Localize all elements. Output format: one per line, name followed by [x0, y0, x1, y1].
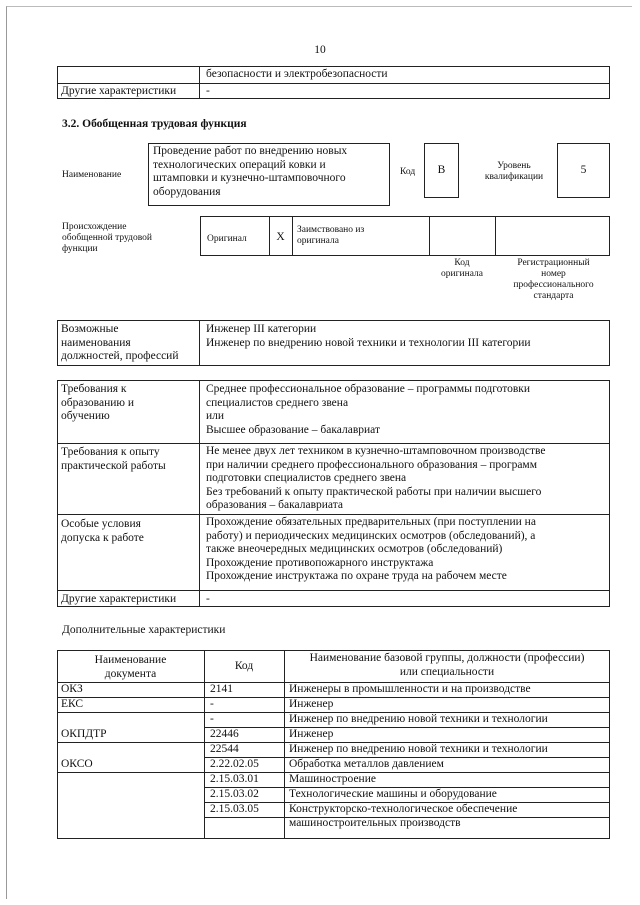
table-row-doc: ЕКС: [61, 698, 84, 710]
req-admission-value: Прохождение обязательных предварительных (при поступлении на работу) и периодических медицинских осмотров (обследований), а также внеочередных медицинских осмотров (обследований) Прохождение противопожарного инструктажа Прохождение инструктажа по охране труда на рабочем месте: [206, 516, 536, 582]
original-label: Оригинал: [207, 234, 247, 244]
origin-label: Происхождение обобщенной трудовой функции: [62, 222, 152, 254]
req-other-label: Другие характеристики: [61, 593, 177, 605]
table-row-name: Инженер: [289, 728, 334, 740]
table-row-code: -: [210, 698, 214, 710]
table-row-doc: ОКЗ: [61, 683, 83, 695]
req-admission-label: Особые условия допуска к работе: [61, 518, 144, 544]
page-number: 10: [314, 44, 326, 56]
table-row-code: 2.22.02.05: [210, 758, 259, 770]
positions-label: Возможные наименования должностей, профессий: [61, 323, 179, 362]
add-header-code: Код: [234, 660, 254, 672]
function-name-label: Наименование: [62, 170, 122, 180]
table-row-doc: ОКСО: [61, 758, 93, 770]
code-original-caption: Код оригинала: [441, 258, 483, 279]
code-value: В: [437, 164, 446, 176]
borrowed-label: Заимствовано из оригинала: [297, 225, 365, 246]
add-header-document: Наименование документа: [94, 654, 167, 680]
top-table-other-label: Другие характеристики: [61, 85, 177, 97]
positions-value: Инженер III категории Инженер по внедрению новой техники и технологии III категории: [206, 323, 531, 349]
table-row-doc: ОКПДТР: [61, 728, 107, 740]
table-row-code: 2.15.03.02: [210, 788, 259, 800]
original-mark: X: [276, 231, 285, 243]
level-label: Уровень квалификации: [484, 161, 544, 182]
table-row-name: Обработка металлов давлением: [289, 758, 444, 770]
top-table-cont-text: безопасности и электробезопасности: [206, 68, 388, 80]
add-header-name: Наименование базовой группы, должности (профессии) или специальности: [309, 652, 585, 678]
table-row-name: Инженер по внедрению новой техники и технологии: [289, 713, 548, 725]
table-row-code: 22544: [210, 743, 239, 755]
registration-number-caption: Регистрационный номер профессионального стандарта: [513, 258, 594, 301]
level-value: 5: [580, 164, 587, 176]
table-row-code: 2.15.03.05: [210, 803, 259, 815]
table-row-name: Машиностроение: [289, 773, 376, 785]
table-row-code: -: [210, 713, 214, 725]
section-title: 3.2. Обобщенная трудовая функция: [62, 118, 247, 130]
table-row-name: Технологические машины и оборудование: [289, 788, 497, 800]
req-education-value: Среднее профессиональное образование – программы подготовки специалистов среднего звена или Высшее образование – бакалавриат: [206, 383, 531, 436]
top-table-other-value: -: [206, 85, 210, 97]
function-name-value: Проведение работ по внедрению новых технологических операций ковки и штамповки и кузнечно-штамповочного оборудования: [153, 145, 348, 198]
additional-title: Дополнительные характеристики: [62, 624, 226, 636]
table-row-code: 2.15.03.01: [210, 773, 259, 785]
table-row-code: 22446: [210, 728, 239, 740]
table-row-name: Инженеры в промышленности и на производстве: [289, 683, 531, 695]
table-row-code: 2141: [210, 683, 233, 695]
req-experience-value: Не менее двух лет техником в кузнечно-штамповочном производстве при наличии среднего профессионального образования – программ подготовки специалистов среднего звена Без требований к опыту практической работы при наличии высшего образования – бакалавриата: [206, 445, 546, 511]
table-row-name: Инженер по внедрению новой техники и технологии: [289, 743, 548, 755]
table-row-name: Конструкторско-технологическое обеспечение машиностроительных производств: [289, 803, 518, 829]
req-other-value: -: [206, 593, 210, 605]
req-experience-label: Требования к опыту практической работы: [61, 446, 166, 472]
code-label: Код: [400, 167, 416, 177]
req-education-label: Требования к образованию и обучению: [61, 383, 134, 422]
table-row-name: Инженер: [289, 698, 334, 710]
